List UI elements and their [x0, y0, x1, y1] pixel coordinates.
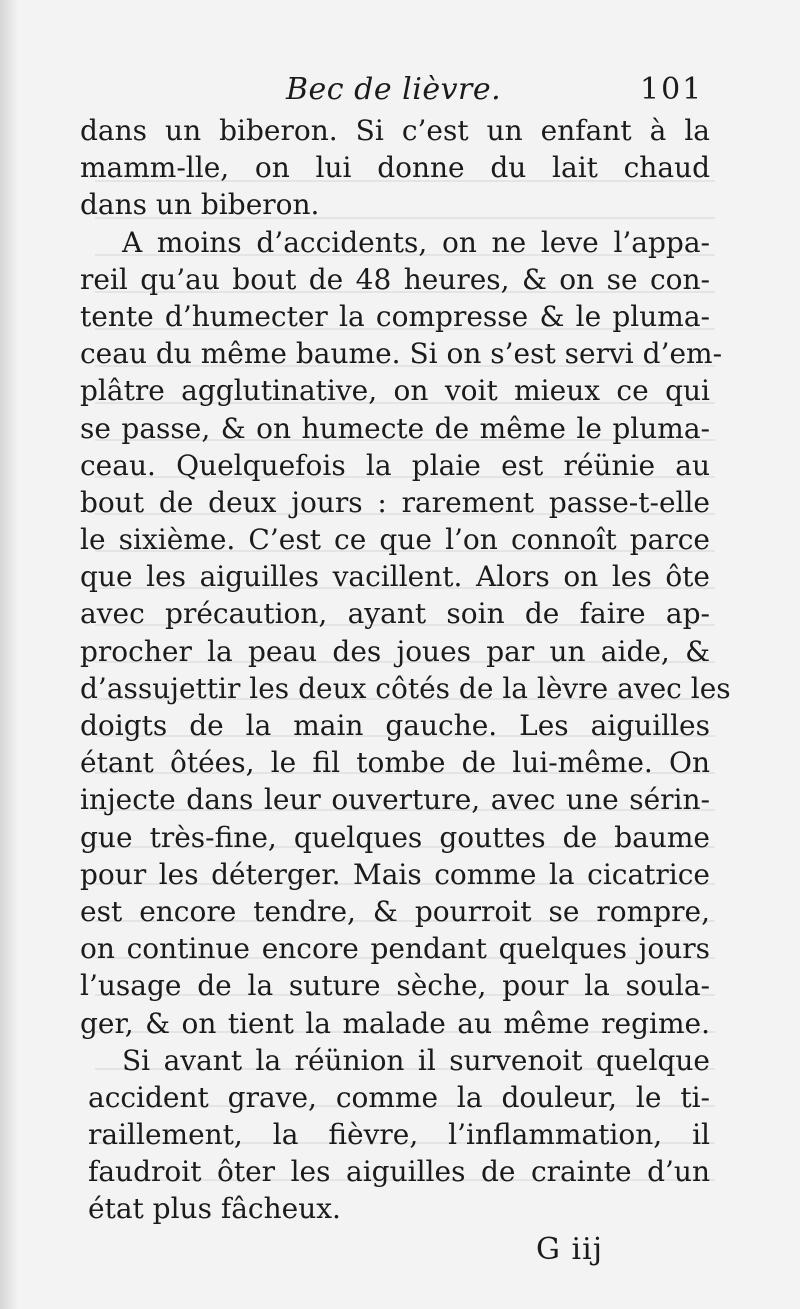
text-line: que les aiguilles vacillent. Alors on les ôte: [80, 560, 710, 594]
text-line: A moins d’accidents, on ne leve l’appa-: [122, 225, 710, 259]
text-line: le sixième. C’est ce que l’on connoît parce: [80, 523, 710, 557]
text-line: reil qu’au bout de 48 heures, & on se con-: [80, 262, 710, 296]
running-head: [0, 72, 800, 112]
text-line: avec précaution, ayant soin de faire ap-: [80, 597, 710, 631]
text-line: dans un biberon.: [80, 188, 320, 222]
text-line: est encore tendre, & pourroit se rompre,: [80, 894, 710, 928]
page-number: 101: [640, 72, 704, 107]
text-line: état plus fâcheux.: [88, 1192, 341, 1226]
text-line: accident grave, comme la douleur, le ti-: [88, 1080, 710, 1114]
text-line: ceau. Quelquefois la plaie est réünie au: [80, 448, 710, 482]
text-line: doigts de la main gauche. Les aiguilles: [80, 709, 710, 742]
text-line: on continue encore pendant quelques jours: [80, 932, 710, 966]
body-text: [80, 112, 731, 1228]
text-line: faudroit ôter les aiguilles de crainte d’un: [88, 1155, 710, 1189]
text-line: raillement, la fièvre, l’inflammation, il: [88, 1118, 710, 1152]
text-line: l’usage de la suture sèche, pour la soula-: [80, 969, 710, 1003]
text-line: mamm-lle, on lui donne du lait chaud: [80, 151, 710, 185]
text-line: tente d’humecter la compresse & le pluma-: [80, 299, 710, 333]
text-line: d’assujettir les deux côtés de la lèvre avec les: [80, 671, 731, 705]
text-line: ceau du même baume. Si on s’est servi d’em-: [80, 337, 723, 371]
running-head-title: Bec de lièvre.: [286, 72, 502, 107]
page-edge-shadow: [0, 0, 18, 1309]
text-line: dans un biberon. Si c’est un enfant à la: [80, 114, 710, 147]
text-line: Si avant la réünion il survenoit quelque: [122, 1043, 710, 1077]
text-line: pour les déterger. Mais comme la cicatrice: [80, 857, 710, 891]
text-line: injecte dans leur ouverture, avec une sérin-: [80, 783, 710, 817]
signature-mark: G iij: [536, 1232, 603, 1267]
text-line: plâtre agglutinative, on voit mieux ce qui: [80, 374, 710, 408]
text-line: se passe, & on humecte de même le pluma-: [80, 411, 710, 445]
text-line: étant ôtées, le fil tombe de lui-même. On: [80, 746, 710, 780]
text-line: ger, & on tient la malade au même regime.: [80, 1006, 710, 1040]
text-line: gue très-fine, quelques gouttes de baume: [80, 820, 710, 854]
text-line: procher la peau des joues par un aide, &: [80, 634, 710, 668]
text-line: bout de deux jours : rarement passe-t-elle: [80, 485, 710, 519]
